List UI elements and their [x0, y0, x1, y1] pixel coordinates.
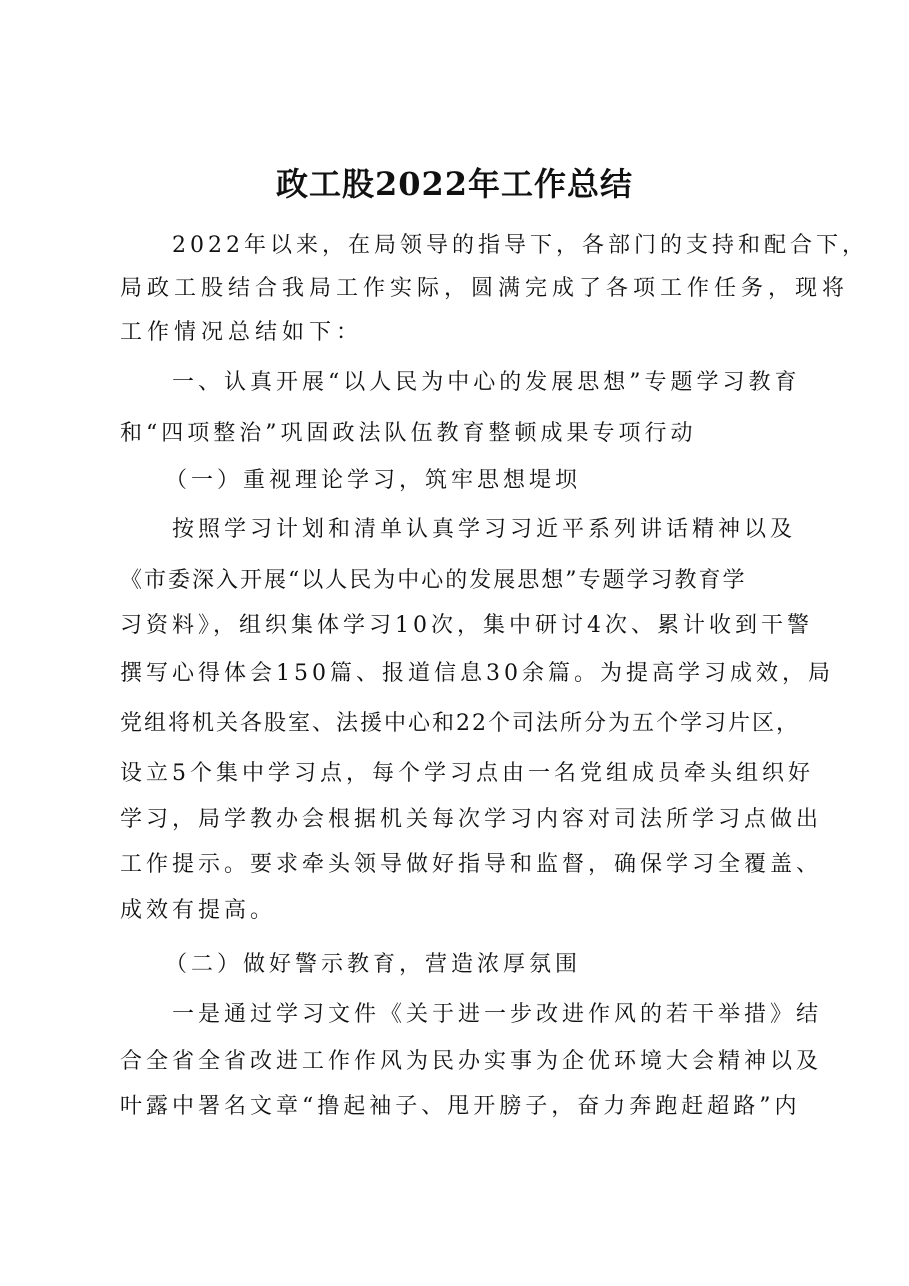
- paragraph-line: 学习，局学教办会根据机关每次学习内容对司法所学习点做出: [120, 807, 823, 832]
- paragraph-line: 习资料》，组织集体学习10次，集中研讨4次、累计收到干警: [120, 613, 813, 638]
- section-heading-line: 和“四项整治”巩固政法队伍教育整顿成果专项行动: [120, 421, 697, 446]
- section-heading-line: 一、认真开展“以人民为中心的发展思想”专题学习教育: [172, 370, 801, 395]
- document-title: 政工股2022年工作总结: [275, 165, 634, 203]
- paragraph-line: 一是通过学习文件《关于进一步改进作风的若干举措》结: [172, 1002, 823, 1027]
- paragraph-line: 《市委深入开展“以人民为中心的发展思想”专题学习教育学: [120, 568, 747, 593]
- subsection-heading: （二）做好警示教育，营造浓厚氛围: [165, 952, 582, 977]
- paragraph-line: 设立5个集中学习点，每个学习点由一名党组成员牵头组织好: [120, 761, 814, 786]
- paragraph-line: 党组将机关各股室、法援中心和22个司法所分为五个学习片区，: [120, 711, 800, 736]
- paragraph-line: 合全省全省改进工作作风为民办实事为企优环境大会精神以及: [120, 1049, 823, 1074]
- paragraph-line: 局政工股结合我局工作实际，圆满完成了各项工作任务，现将: [120, 276, 850, 301]
- paragraph-line: 按照学习计划和清单认真学习习近平系列讲话精神以及: [172, 517, 797, 542]
- paragraph-line: 工作情况总结如下：: [120, 320, 364, 345]
- paragraph-line: 撰写心得体会150篇、报道信息30余篇。为提高学习成效，局: [120, 661, 834, 686]
- subsection-heading: （一）重视理论学习，筑牢思想堤坝: [165, 468, 582, 493]
- paragraph-line: 2022年以来，在局领导的指导下，各部门的支持和配合下，: [172, 233, 868, 258]
- paragraph-line: 成效有提高。: [120, 898, 277, 923]
- paragraph-line: 工作提示。要求牵头领导做好指导和监督，确保学习全覆盖、: [120, 852, 823, 877]
- paragraph-line: 叶露中署名文章“撸起袖子、甩开膀子，奋力奔跑赶超路”内: [120, 1094, 801, 1119]
